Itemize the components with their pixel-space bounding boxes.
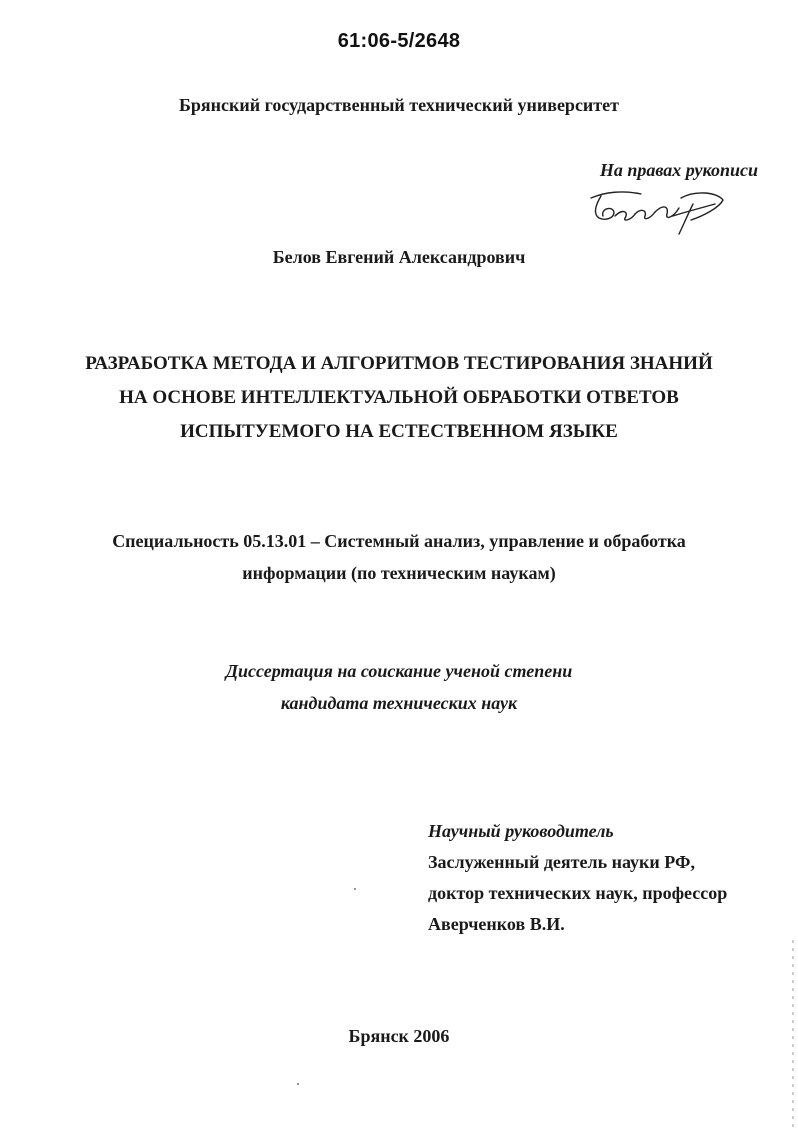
supervisor-block [428,816,727,940]
signature-mark [583,186,733,238]
supervisor-name: Аверченков В.И. [428,914,565,934]
supervisor-title-1: Заслуженный деятель науки РФ, [428,852,695,872]
supervisor-role: Научный руководитель [428,821,614,841]
supervisor-title-2: доктор технических наук, профессор [428,883,728,903]
degree-line-2: кандидата технических наук [280,693,518,713]
author-name: Белов Евгений Александрович [272,247,526,267]
degree-block [0,655,798,719]
specialty-line-1: Специальность 05.13.01 – Системный анализ, управление и обработка [112,531,686,551]
dissertation-title [0,347,798,449]
title-line-2: НА ОСНОВЕ ИНТЕЛЛЕКТУАЛЬНОЙ ОБРАБОТКИ ОТВЕТОВ [119,387,679,408]
rights-note: На правах рукописи [599,160,758,180]
degree-line-1: Диссертация на соискание ученой степени [225,661,573,681]
specialty-block [0,525,798,589]
title-line-1: РАЗРАБОТКА МЕТОДА И АЛГОРИТМОВ ТЕСТИРОВАНИЯ ЗНАНИЙ [85,353,713,374]
title-line-3: ИСПЫТУЕМОГО НА ЕСТЕСТВЕННОМ ЯЗЫКЕ [180,421,618,442]
scan-edge-artifact [792,940,794,1130]
specialty-line-2: информации (по техническим наукам) [242,563,556,583]
scan-speck [354,888,356,890]
city-year: Брянск 2006 [348,1026,450,1046]
scan-speck [297,1083,299,1085]
archive-code: 61:06-5/2648 [337,30,461,52]
university-name: Брянский государственный технический университет [179,95,619,115]
